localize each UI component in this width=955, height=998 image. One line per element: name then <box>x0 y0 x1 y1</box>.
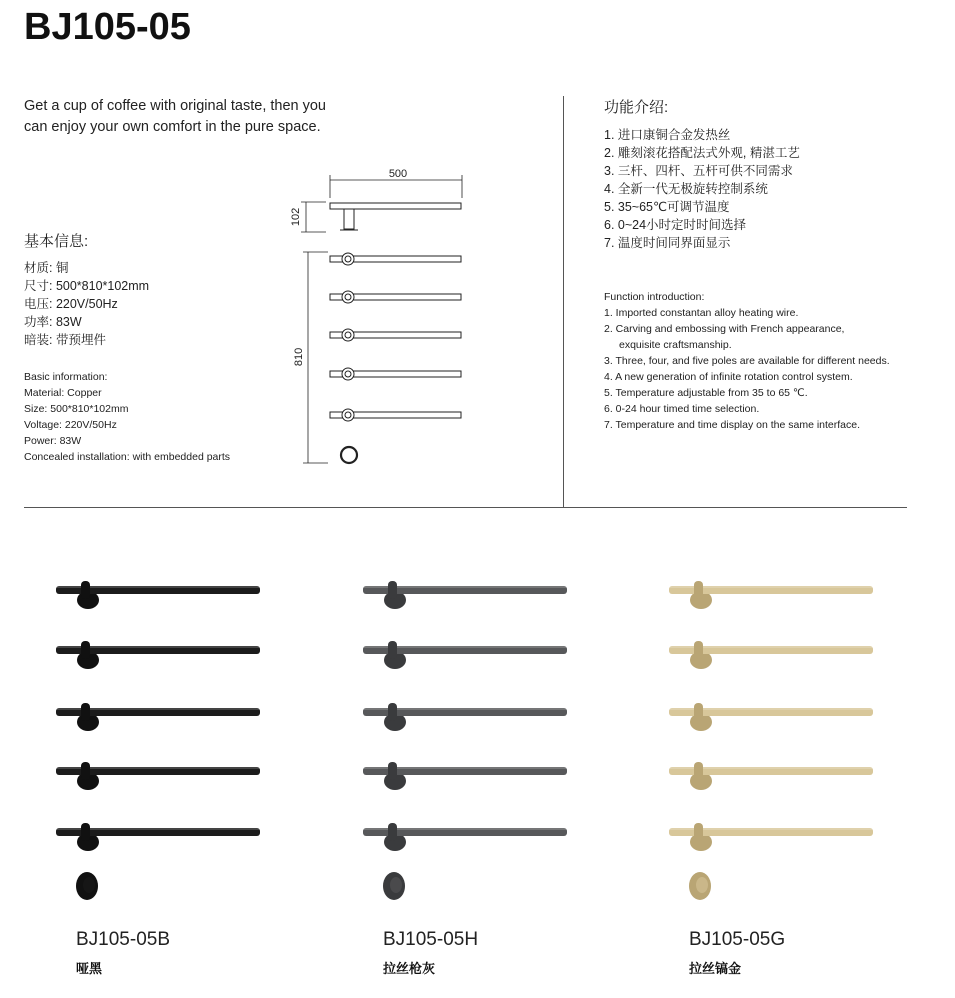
basic-info-item: Size: 500*810*102mm <box>24 403 129 415</box>
front-bar <box>330 329 461 341</box>
variant-image-black <box>50 570 270 910</box>
rail-bar <box>56 762 260 790</box>
basic-info-item: Material: Copper <box>24 387 102 399</box>
basic-info-item: 暗装: 带预埋件 <box>24 333 106 347</box>
function-item: 2. Carving and embossing with French appearance, <box>604 323 845 335</box>
rail-bar <box>363 641 567 669</box>
rail-bracket <box>388 703 397 721</box>
depth-label: 102 <box>290 207 302 227</box>
rail-bar <box>363 581 567 609</box>
rail-bracket <box>694 762 703 780</box>
rail-bar <box>669 641 873 669</box>
front-view-bars <box>330 253 461 463</box>
dimension-diagram <box>280 160 480 480</box>
basic-info-heading-en: Basic information: <box>24 371 108 383</box>
rail-bracket <box>694 823 703 841</box>
basic-info-item: Voltage: 220V/50Hz <box>24 419 117 431</box>
function-heading-en: Function introduction: <box>604 291 705 303</box>
rail-bar <box>669 762 873 790</box>
function-heading-cn: 功能介绍: <box>604 99 669 116</box>
control-knob <box>76 872 98 900</box>
rail-bracket <box>81 762 90 780</box>
height-dimension <box>303 252 328 463</box>
variant-finish: 拉丝镐金 <box>689 961 742 976</box>
product-title: BJ105-05 <box>24 6 191 48</box>
rail-bar <box>56 823 260 851</box>
function-item: 4. A new generation of infinite rotation control system. <box>604 371 853 383</box>
rail-bracket <box>694 703 703 721</box>
function-item: 4. 全新一代无极旋转控制系统 <box>604 182 768 196</box>
variant-code: BJ105-05G <box>689 929 786 950</box>
basic-info-heading-cn: 基本信息: <box>24 233 89 250</box>
knob-face <box>83 877 95 893</box>
front-bar <box>330 253 461 265</box>
tagline <box>24 96 384 138</box>
function-item: 6. 0-24 hour timed time selection. <box>604 403 760 415</box>
vertical-divider <box>563 96 564 508</box>
variant-image-gunmetal <box>357 570 577 910</box>
function-item: 5. Temperature adjustable from 35 to 65 ℃. <box>604 387 808 399</box>
function-item: 2. 雕刻滚花搭配法式外观, 精湛工艺 <box>604 146 800 160</box>
rail-bracket <box>694 641 703 659</box>
basic-info-item: Concealed installation: with embedded parts <box>24 451 231 463</box>
side-view-bar <box>330 203 461 230</box>
rail-bar <box>363 823 567 851</box>
basic-info-item: 尺寸: 500*810*102mm <box>24 279 150 293</box>
front-bar <box>330 409 461 421</box>
basic-info-item: 材质: 铜 <box>24 261 69 275</box>
control-knob <box>383 872 405 900</box>
front-bar <box>330 291 461 303</box>
variant-finish: 哑黑 <box>76 961 103 976</box>
height-label: 810 <box>293 347 305 367</box>
depth-dimension <box>301 202 326 232</box>
rail-bar <box>56 703 260 731</box>
function-item: 1. 进口康铜合金发热丝 <box>604 128 731 142</box>
rail-bracket <box>81 581 90 599</box>
control-knob <box>689 872 711 900</box>
basic-info-list-cn <box>24 259 149 349</box>
tagline-line: Get a cup of coffee with original taste, then you <box>24 98 327 114</box>
basic-info-list-en <box>24 369 230 465</box>
function-item: 3. Three, four, and five poles are available for different needs. <box>604 355 890 367</box>
rail-bracket <box>81 823 90 841</box>
variant-image-gold <box>663 570 883 910</box>
function-list-en <box>604 289 890 433</box>
function-list-cn <box>604 126 800 252</box>
rail-bracket <box>388 641 397 659</box>
tagline-line: can enjoy your own comfort in the pure space. <box>24 119 321 135</box>
rail-bar <box>669 823 873 851</box>
function-item: 7. Temperature and time display on the same interface. <box>604 419 861 431</box>
basic-info-item: Power: 83W <box>24 435 82 447</box>
function-item: 6. 0~24小时定时时间选择 <box>604 218 747 232</box>
rail-bar <box>363 703 567 731</box>
rail-bar <box>56 581 260 609</box>
knob-face <box>696 877 708 893</box>
knob-face <box>390 877 402 893</box>
front-bar <box>330 368 461 380</box>
function-item: 3. 三杆、四杆、五杆可供不同需求 <box>604 164 793 178</box>
function-item: 1. Imported constantan alloy heating wire. <box>604 307 799 319</box>
variant-finish: 拉丝枪灰 <box>383 961 436 976</box>
horizontal-divider <box>24 507 907 508</box>
variant-code: BJ105-05H <box>383 929 479 950</box>
rail-bar <box>669 581 873 609</box>
rail-bar <box>56 641 260 669</box>
variant-code: BJ105-05B <box>76 929 171 950</box>
rail-bar <box>669 703 873 731</box>
rail-bracket <box>694 581 703 599</box>
rail-bracket <box>388 581 397 599</box>
rail-bracket <box>388 762 397 780</box>
basic-info-item: 电压: 220V/50Hz <box>24 297 118 311</box>
function-item: 7. 温度时间同界面显示 <box>604 236 731 250</box>
rail-bar <box>363 762 567 790</box>
function-item: 5. 35~65℃可调节温度 <box>604 200 730 214</box>
rail-bracket <box>81 641 90 659</box>
control-knob <box>341 447 357 463</box>
rail-bracket <box>388 823 397 841</box>
basic-info-item: 功率: 83W <box>24 315 82 329</box>
width-label: 500 <box>388 168 408 180</box>
function-item-continuation: exquisite craftsmanship. <box>619 339 732 351</box>
rail-bracket <box>81 703 90 721</box>
